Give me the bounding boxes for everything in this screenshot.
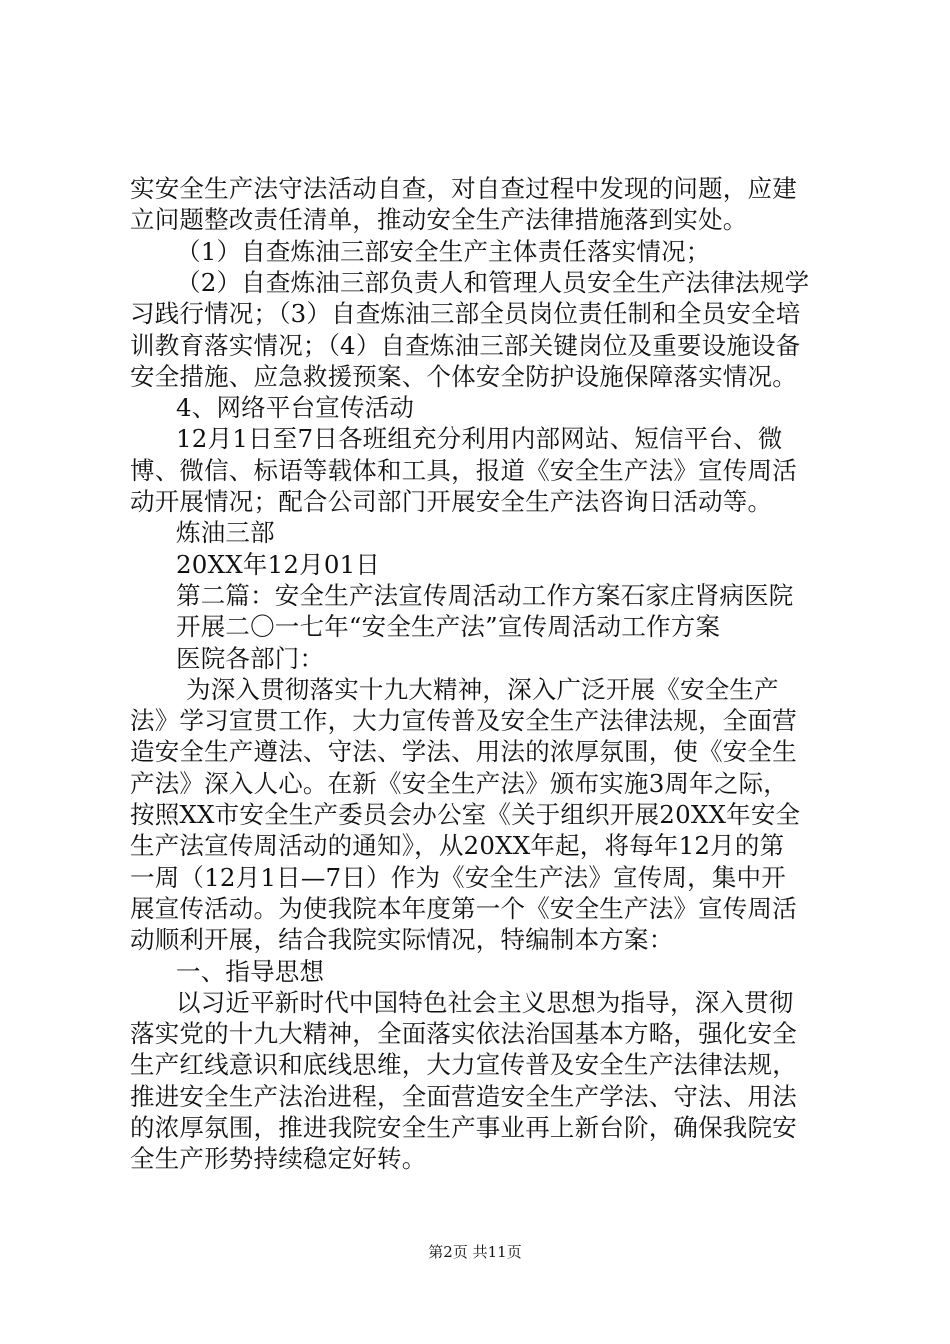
text-line: 安全措施、应急救援预案、个体安全防护设施保障落实情况。 [130,362,797,391]
text-line: （2）自查炼油三部负责人和管理人员安全生产法律法规学 [176,268,810,297]
text-line: 12月1日至7日各班组充分利用内部网站、短信平台、微 [176,424,783,453]
text-line: 为深入贯彻落实十九大精神，深入广泛开展《安全生产 [186,675,779,704]
page-footer: 第2页 共11页 [428,1243,522,1261]
text-line: 立问题整改责任清单，推动安全生产法律措施落到实处。 [130,205,748,234]
text-line: 训教育落实情况；（4）自查炼油三部关键岗位及重要设施设备 [130,331,801,360]
text-line: 展宣传活动。为使我院本年度第一个《安全生产法》宣传周活 [130,894,797,923]
text-line: 推进安全生产法治进程，全面营造安全生产学法、守法、用法 [130,1082,797,1111]
text-line: 实安全生产法守法活动自查，对自查过程中发现的问题，应建 [130,174,797,203]
text-line: 动顺利开展，结合我院实际情况，特编制本方案： [130,925,674,954]
text-line: 以习近平新时代中国特色社会主义思想为指导，深入贯彻 [176,988,794,1017]
text-line: 产法》深入人心。在新《安全生产法》颁布实施3周年之际， [130,769,788,798]
signature-dept: 炼油三部 [176,518,275,547]
text-line: 法》学习宣贯工作，大力宣传普及安全生产法律法规，全面营 [130,706,797,735]
signature-date: 20XX年12月01日 [176,550,381,579]
section-heading: 一、指导思想 [176,957,325,986]
text-line: 全生产形势持续稳定好转。 [130,1144,427,1173]
text-line: 习践行情况；（3）自查炼油三部全员岗位责任制和全员安全培 [130,299,801,328]
text-line: 按照XX市安全生产委员会办公室《关于组织开展20XX年安全 [130,800,801,829]
text-line: 造安全生产遵法、守法、学法、用法的浓厚氛围，使《安全生 [130,737,797,766]
text-line: 博、微信、标语等载体和工具，报道《安全生产法》宣传周活 [130,456,797,485]
text-line: 一周（12月1日—7日）作为《安全生产法》宣传周，集中开 [130,863,786,892]
chapter-title: 第二篇：安全生产法宣传周活动工作方案石家庄肾病医院 [176,581,794,610]
addressee: 医院各部门： [176,644,325,673]
text-line: 动开展情况；配合公司部门开展安全生产法咨询日活动等。 [130,487,773,516]
section-heading: 4、网络平台宣传活动 [176,393,415,422]
text-line: 生产法宣传周活动的通知》，从20XX年起，将每年12月的第 [130,831,785,860]
text-line: 的浓厚氛围，推进我院安全生产事业再上新台阶，确保我院安 [130,1113,797,1142]
text-line: 落实党的十九大精神，全面落实依法治国基本方略，强化安全 [130,1019,797,1048]
text-line: （1）自查炼油三部安全生产主体责任落实情况； [176,237,711,266]
chapter-subtitle: 开展二〇一七年“安全生产法”宣传周活动工作方案 [176,612,721,641]
text-line: 生产红线意识和底线思维，大力宣传普及安全生产法律法规， [130,1050,797,1079]
